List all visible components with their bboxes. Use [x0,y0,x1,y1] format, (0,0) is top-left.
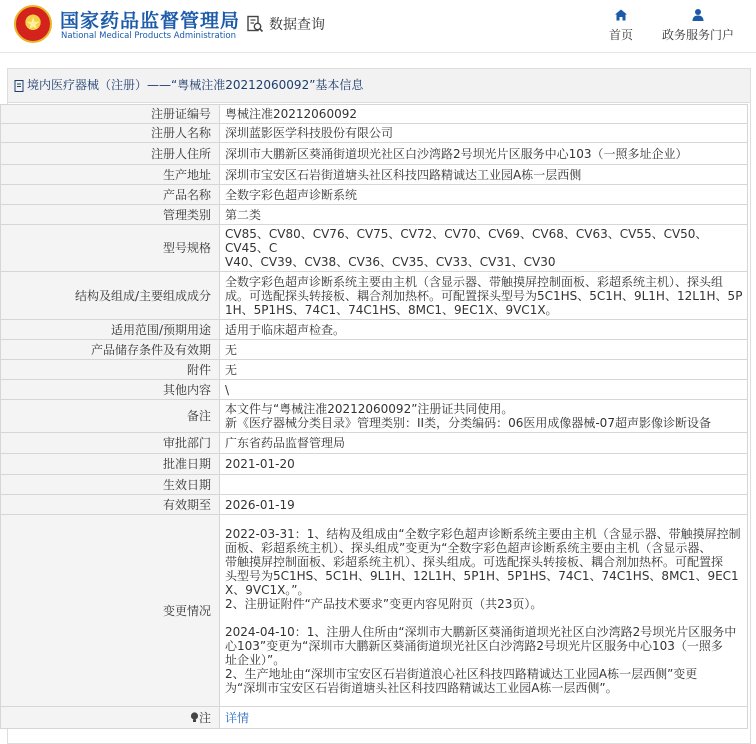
table-row [1,454,748,475]
table-row [1,272,748,320]
row-value: 适用于临床超声检查。 [220,320,748,340]
row-value: 2021-01-20 [220,454,748,475]
row-label: 注册人名称 [1,124,220,143]
user-icon [691,8,705,22]
panel-header [8,69,750,103]
row-label: 生效日期 [1,475,220,495]
row-label: 变更情况 [1,515,220,707]
row-label: 产品名称 [1,185,220,205]
row-value: 第二类 [220,205,748,225]
row-label: 管理类别 [1,205,220,225]
row-label: 有效期至 [1,495,220,515]
row-value: 2022-03-31：1、结构及组成由“全数字彩色超声诊断系统主要由主机（含显示器、带触摸屏控制 面板、彩超系统主机）、探头组成”变更为“全数字彩色超声诊断系统主要由主机（含显示器、 带触摸屏控制面板、彩超系统主机）、探头组成。可选配探头转接板、耦合剂加热杯。可配置探 头型号为5C1HS、5C1H、9L1H、12L1H、5P1H、5P1HS、74C1、74C1HS、8MC1、9EC1 X、9VC1X。”。 2、注册证附件“产品技术要求”变更内容见附页（共23页）。 2024-04-10：1、注册人住所由“深圳市大鹏新区葵涌街道坝光社区白沙湾路2号坝光片区服务中 心103”变更为“深圳市大鹏新区葵涌街道坝光社区白沙湾路2号坝光片区服务中心103（一照多 址企业）”。 2、生产地址由“深圳市宝安区石岩街道浪心社区科技四路精诚达工业园A栋一层西侧”变更 为“深圳市宝安区石岩街道塘头社区科技四路精诚达工业园A栋一层西侧”。 [220,515,748,707]
nav-home[interactable] [603,8,639,43]
national-emblem-icon: ★ [14,5,52,43]
row-value: 粤械注准20212060092 [220,105,748,124]
table-row [1,495,748,515]
row-label: 注册人住所 [1,143,220,165]
row-value [220,475,748,495]
brand-title[interactable]: 国家药品监督管理局 [60,10,241,32]
row-label: 适用范围/预期用途 [1,320,220,340]
table-row [1,400,748,433]
row-value: CV85、CV80、CV76、CV75、CV72、CV70、CV69、CV68、CV63、CV55、CV50、CV45、C V40、CV39、CV38、CV36、CV35、CV33、CV31、CV30 [220,225,748,272]
note-label: 注 [198,710,211,725]
table-row [1,707,748,729]
table-row [1,380,748,400]
registration-info-table [0,104,748,729]
table-row [1,225,748,272]
row-value: 无 [220,340,748,360]
row-value: 本文件与“粤械注准20212060092”注册证共同使用。 新《医疗器械分类目录》管理类别：II类，分类编码：06医用成像器械-07超声影像诊断设备 [220,400,748,433]
row-value: 深圳市大鹏新区葵涌街道坝光社区白沙湾路2号坝光片区服务中心103（一照多址企业） [220,143,748,165]
document-icon [14,80,25,92]
row-value: 深圳蓝影医学科技股份有限公司 [220,124,748,143]
brand-subtitle: National Medical Products Administration [61,31,236,41]
table-row [1,143,748,165]
row-value: 深圳市宝安区石岩街道塘头社区科技四路精诚达工业园A栋一层西侧 [220,165,748,185]
document-search-icon [246,15,264,33]
row-label: 批准日期 [1,454,220,475]
details-link[interactable]: 详情 [225,710,250,725]
row-label: 结构及组成/主要组成成分 [1,272,220,320]
row-label: 型号规格 [1,225,220,272]
row-label [1,707,220,729]
row-value [220,707,748,729]
table-row [1,340,748,360]
home-icon [614,8,628,22]
table-row [1,205,748,225]
site-header [0,0,756,53]
table-row [1,105,748,124]
row-label: 产品储存条件及有效期 [1,340,220,360]
row-label: 其他内容 [1,380,220,400]
table-row [1,475,748,495]
data-query-label: 数据查询 [269,17,325,33]
nav-home-label: 首页 [608,28,633,42]
row-value: 广东省药品监督管理局 [220,433,748,454]
table-row [1,433,748,454]
table-row [1,124,748,143]
lightbulb-icon [190,712,199,723]
row-label: 生产地址 [1,165,220,185]
row-value: 全数字彩色超声诊断系统 [220,185,748,205]
nav-portal-label: 政务服务门户 [661,28,734,42]
row-value: 2026-01-19 [220,495,748,515]
row-value: \ [220,380,748,400]
row-label: 附件 [1,360,220,380]
row-label: 审批部门 [1,433,220,454]
table-row [1,515,748,707]
table-row [1,185,748,205]
table-row [1,360,748,380]
table-row [1,320,748,340]
row-label: 注册证编号 [1,105,220,124]
nav-portal[interactable] [656,8,740,43]
panel-title: 境内医疗器械（注册）——“粤械注准20212060092”基本信息 [27,78,364,92]
data-query-link[interactable] [246,14,325,34]
table-row [1,165,748,185]
row-value: 无 [220,360,748,380]
row-value: 全数字彩色超声诊断系统主要由主机（含显示器、带触摸屏控制面板、彩超系统主机）、探头组 成。可选配探头转接板、耦合剂加热杯。可配置探头型号为5C1HS、5C1H、9L1H、12L1H、5P 1H、5P1HS、74C1、74C1HS、8MC1、9EC1X、9VC1X。 [220,272,748,320]
row-label: 备注 [1,400,220,433]
